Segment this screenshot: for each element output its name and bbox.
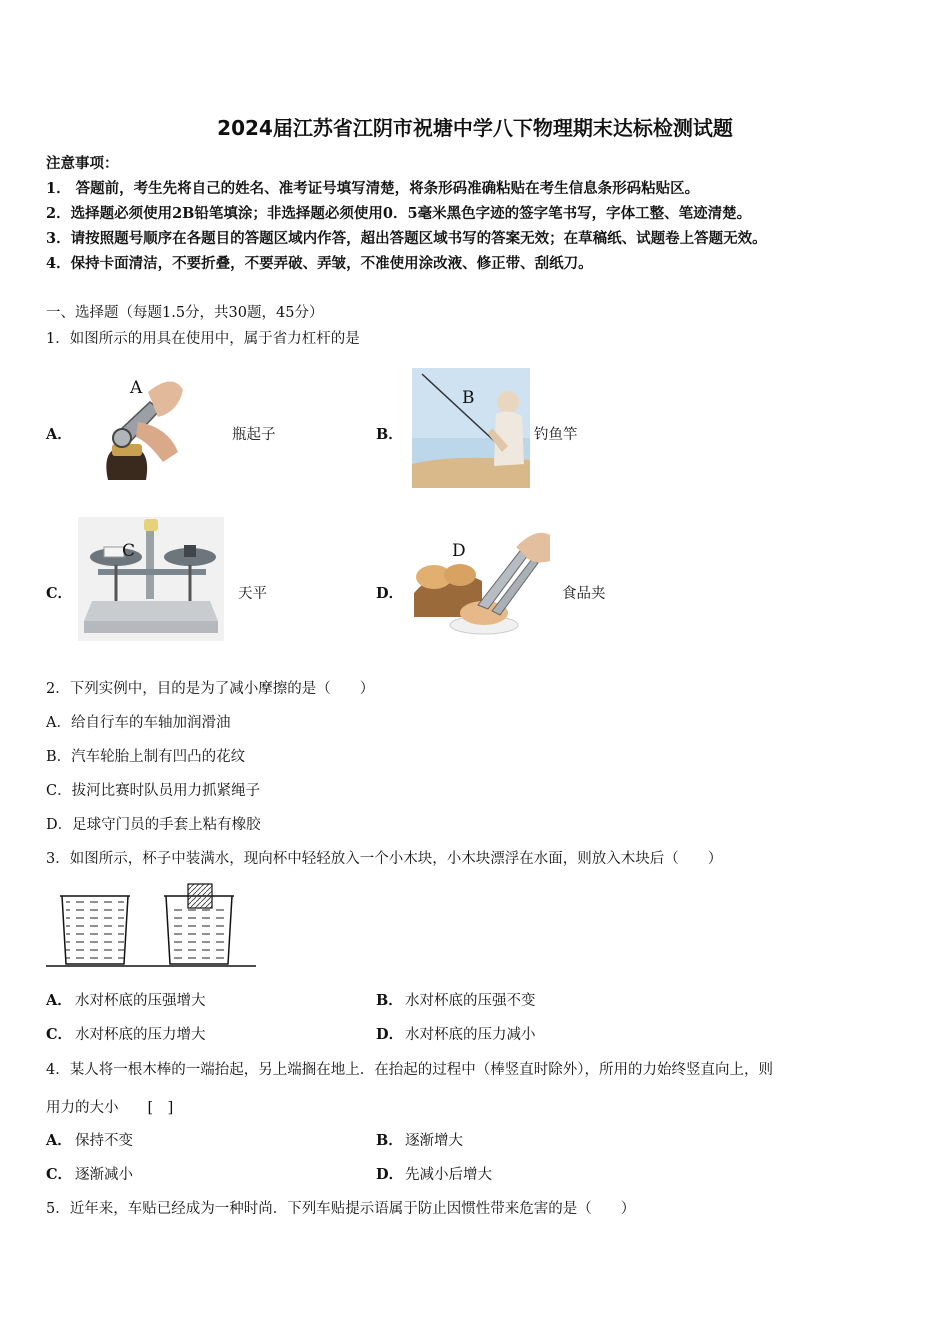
question-3-option-c-label: C．: [46, 1026, 73, 1043]
question-3-option-a-text: 水对杯底的压强增大: [75, 993, 206, 1009]
question-4-option-c-text: 逐渐减小: [75, 1167, 133, 1183]
option-a-label: A．: [46, 426, 72, 443]
food-tongs-image: [412, 521, 552, 639]
bottle-opener-image: [78, 362, 188, 486]
option-d-label: D．: [376, 585, 404, 602]
section-heading: 一、选择题（每题1.5分，共30题，45分）: [46, 305, 324, 321]
beakers-figure: [46, 882, 256, 968]
question-5-stem: 5．近年来，车贴已经成为一种时尚．下列车贴提示语属于防止因惯性带来危害的是（ ）: [46, 1201, 636, 1217]
page-title: 2024届江苏省江阴市祝塘中学八下物理期末达标检测试题: [217, 116, 733, 140]
question-2-option-a: A．给自行车的车轴加润滑油: [46, 715, 231, 731]
question-3-option-d-text: 水对杯底的压力减小: [405, 1027, 536, 1043]
question-3-option-d-label: D．: [376, 1026, 404, 1043]
option-a-tag: A: [130, 378, 143, 398]
option-b-tag: B: [462, 388, 475, 408]
option-c-name: 天平: [238, 586, 267, 602]
question-4-option-a-text: 保持不变: [75, 1133, 133, 1149]
question-4-option-b-text: 逐渐增大: [405, 1133, 463, 1149]
question-1-stem: 1．如图所示的用具在使用中，属于省力杠杆的是: [46, 331, 360, 347]
question-2-option-b: B．汽车轮胎上制有凹凸的花纹: [46, 749, 246, 765]
notice-heading: 注意事项：: [46, 155, 119, 172]
option-d-tag: D: [452, 541, 466, 561]
fishing-rod-image: [412, 368, 530, 488]
question-4-stem-line1: 4．某人将一根木棒的一端抬起，另上端搁在地上．在抬起的过程中（棒竖直时除外），所用的力始终竖直向上，则: [46, 1062, 773, 1078]
question-4-option-b-label: B．: [376, 1132, 403, 1149]
question-4-stem-line2: 用力的大小 [ ]: [46, 1100, 174, 1116]
question-2-option-c: C．拔河比赛时队员用力抓紧绳子: [46, 783, 261, 799]
question-4-option-a-label: A．: [46, 1132, 72, 1149]
notice-item: 1． 答题前，考生先将自己的姓名、准考证号填写清楚，将条形码准确粘贴在考生信息条形码粘贴区。: [46, 180, 700, 197]
question-4-option-d-label: D．: [376, 1166, 404, 1183]
question-3-option-a-label: A．: [46, 992, 72, 1009]
question-3-option-b-label: B．: [376, 992, 403, 1009]
question-4-option-c-label: C．: [46, 1166, 73, 1183]
question-3-option-c-text: 水对杯底的压力增大: [75, 1027, 206, 1043]
question-4-option-d-text: 先减小后增大: [405, 1167, 492, 1183]
question-2-option-d: D．足球守门员的手套上粘有橡胶: [46, 817, 261, 833]
option-b-name: 钓鱼竿: [534, 427, 578, 443]
option-d-name: 食品夹: [562, 586, 606, 602]
question-3-stem: 3．如图所示，杯子中装满水，现向杯中轻轻放入一个小木块，小木块漂浮在水面，则放入木块后（ ）: [46, 851, 723, 867]
question-3-option-b-text: 水对杯底的压强不变: [405, 993, 536, 1009]
option-b-label: B．: [376, 426, 403, 443]
notice-item: 4．保持卡面清洁，不要折叠，不要弄破、弄皱，不准使用涂改液、修正带、刮纸刀。: [46, 255, 593, 272]
notice-item: 3．请按照题号顺序在各题目的答题区域内作答，超出答题区域书写的答案无效；在草稿纸、试题卷上答题无效。: [46, 230, 767, 247]
balance-scale-image: [78, 517, 224, 641]
option-c-label: C．: [46, 585, 73, 602]
notice-item: 2．选择题必须使用2B铅笔填涂；非选择题必须使用0．5毫米黑色字迹的签字笔书写，字体工整、笔迹清楚。: [46, 205, 752, 222]
option-a-name: 瓶起子: [232, 427, 276, 443]
question-2-stem: 2．下列实例中，目的是为了减小摩擦的是（ ）: [46, 681, 375, 697]
option-c-tag: C: [122, 541, 136, 561]
